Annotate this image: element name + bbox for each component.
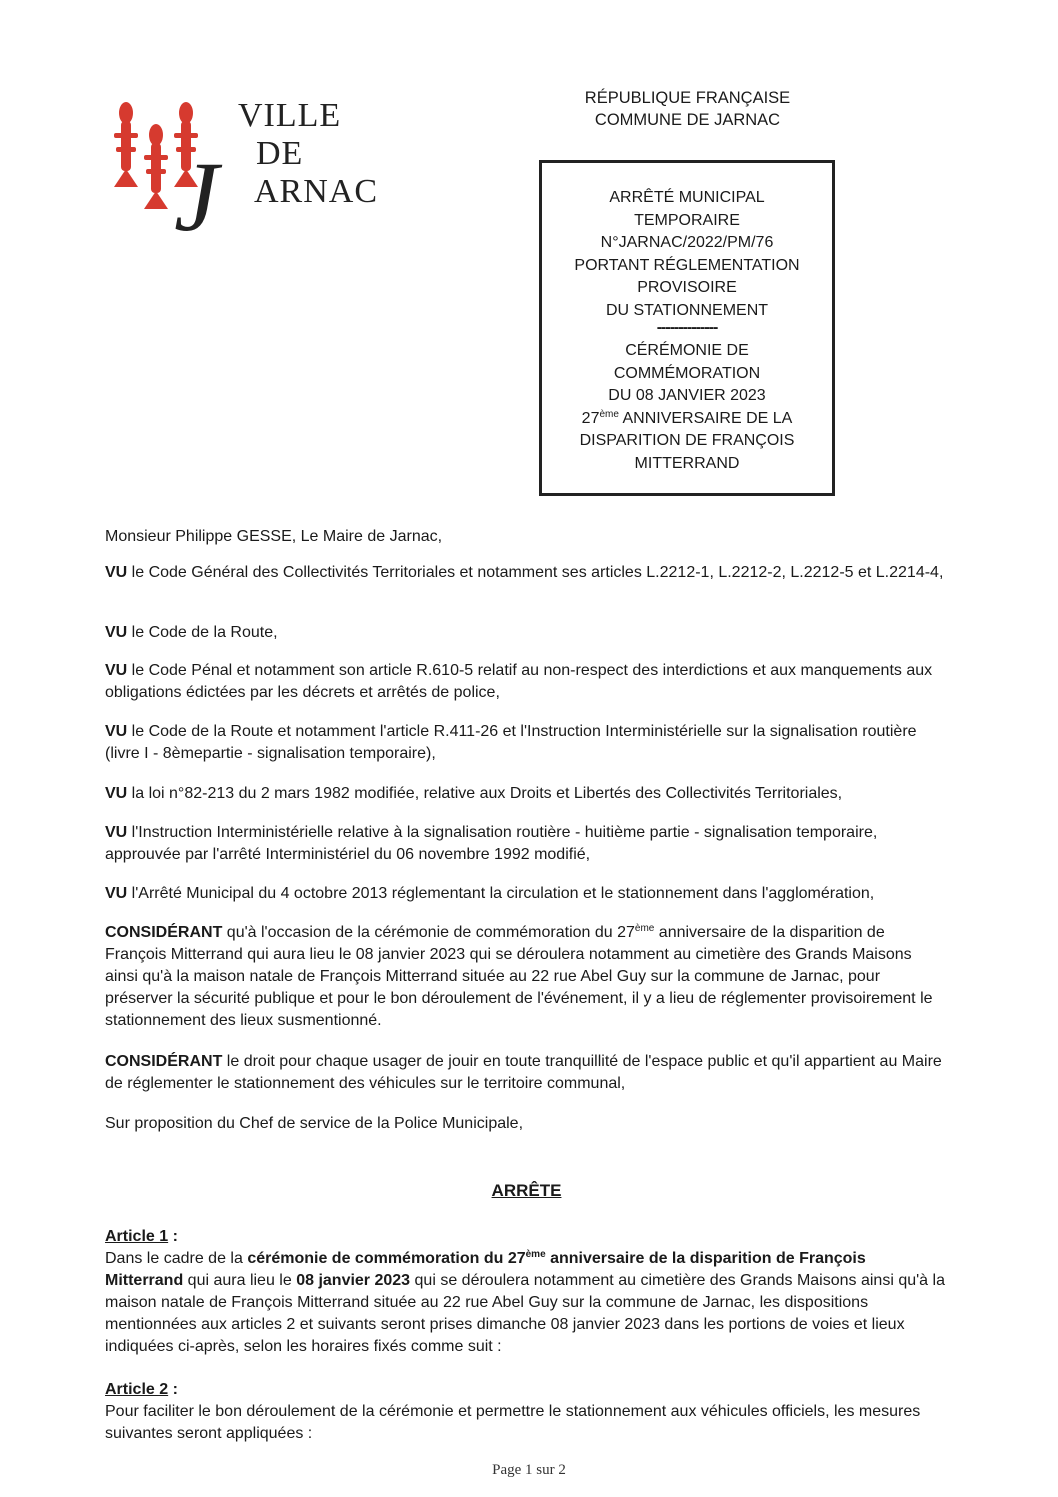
vu-paragraph: VU le Code de la Route,: [105, 624, 278, 641]
article-2-title: Article 2 :: [105, 1381, 178, 1398]
title-line: DISPARITION DE FRANÇOIS: [579, 432, 795, 449]
vu-paragraph: VU le Code de la Route et notamment l'article R.411-26 et l'Instruction Interministérielle sur la signalisation routière (livre I - 8èmepartie - signalisation temporaire),: [105, 723, 917, 762]
anniv-number: 27: [581, 409, 600, 427]
vu-paragraph: VU le Code Général des Collectivités Territoriales et notamment ses articles L.2212-1, L.2212-2, L.2212-5 et L.2214-4,: [105, 564, 944, 581]
title-line: MITTERRAND: [634, 454, 740, 472]
page-number: Page 1 sur 2: [492, 1462, 566, 1478]
logo-text-de: DE: [256, 135, 304, 172]
title-line: TEMPORAIRE: [634, 211, 740, 229]
considerant-paragraph: CONSIDÉRANT qu'à l'occasion de la cérémonie de commémoration du 27ème anniversaire de la disparition de François Mitterrand qui aura lieu le 08 janvier 2023 qui se déroulera notamment au cimetière des Grands Maisons ainsi qu'à la maison natale de François Mitterrand située au 22 rue Abel Guy sur la commune de Jarnac, pour préserver la sécurité publique et pour le bon déroulement de l'événement, il y a lieu de réglementer provisoirement le stationnement des lieux susmentionné.: [105, 923, 933, 1029]
arrete-heading: ARRÊTE: [491, 1181, 562, 1200]
proposition-paragraph: Sur proposition du Chef de service de la Police Municipale,: [105, 1115, 524, 1132]
article-2-text: Pour faciliter le bon déroulement de la cérémonie et permettre le stationnement aux véhicules officiels, les mesures suivantes seront appliquées :: [105, 1403, 921, 1442]
title-anniversary-line: [542, 408, 832, 431]
logo-text-ville: VILLE: [238, 97, 342, 134]
title-box: [539, 160, 835, 496]
commune-heading: COMMUNE DE JARNAC: [594, 111, 781, 129]
title-separator: --------------: [656, 319, 718, 336]
intro-paragraph: Monsieur Philippe GESSE, Le Maire de Jarnac,: [105, 528, 443, 545]
vu-paragraph: VU l'Instruction Interministérielle relative à la signalisation routière - huitième partie - signalisation temporaire, approuvée par l'arrêté Interministériel du 06 novembre 1992 modifié,: [105, 824, 878, 863]
anniv-sup: ème: [599, 408, 619, 420]
logo-text-arnac: ARNAC: [254, 173, 379, 210]
title-line: PROVISOIRE: [637, 279, 737, 296]
vu-paragraph: VU la loi n°82-213 du 2 mars 1982 modifiée, relative aux Droits et Libertés des Collectivités Territoriales,: [105, 785, 843, 802]
header-block: [555, 87, 820, 131]
anniv-rest: ANNIVERSAIRE DE LA: [618, 409, 793, 427]
article-1-title: Article 1 :: [105, 1228, 178, 1245]
vu-paragraph: VU l'Arrêté Municipal du 4 octobre 2013 réglementant la circulation et le stationnement dans l'agglomération,: [105, 885, 875, 902]
republic-heading: RÉPUBLIQUE FRANÇAISE: [584, 89, 791, 107]
vu-paragraph: VU le Code Pénal et notamment son article R.610-5 relatif au non-respect des interdictions et aux manquements aux obligations édictées par les décrets et arrêtés de police,: [105, 662, 933, 701]
title-line: ARRÊTÉ MUNICIPAL: [609, 189, 765, 206]
title-line: PORTANT RÉGLEMENTATION: [574, 256, 800, 274]
title-line: DU STATIONNEMENT: [605, 301, 769, 319]
logo-initial-j: J: [174, 141, 219, 252]
title-line: CÉRÉMONIE DE: [625, 342, 749, 359]
title-line: N°JARNAC/2022/PM/76: [600, 234, 774, 251]
ville-de-jarnac-logo: [108, 95, 383, 252]
article-1-text: Dans le cadre de la cérémonie de commémoration du 27ème anniversaire de la disparition de François Mitterrand qui aura lieu le 08 janvier 2023 qui se déroulera notamment au cimetière des Grands Maisons ainsi qu'à la maison natale de François Mitterrand située au 22 rue Abel Guy sur la commune de Jarnac, les dispositions mentionnées aux articles 2 et suivants seront prises dimanche 08 janvier 2023 dans les portions de voies et lieux indiquées ci-après, selon les horaires fixés comme suit :: [105, 1249, 945, 1355]
title-line: DU 08 JANVIER 2023: [608, 387, 766, 404]
title-line: COMMÉMORATION: [613, 364, 761, 382]
considerant-paragraph: CONSIDÉRANT le droit pour chaque usager de jouir en toute tranquillité de l'espace public et qu'il appartient au Maire de réglementer le stationnement des véhicules sur le territoire communal,: [105, 1053, 942, 1092]
